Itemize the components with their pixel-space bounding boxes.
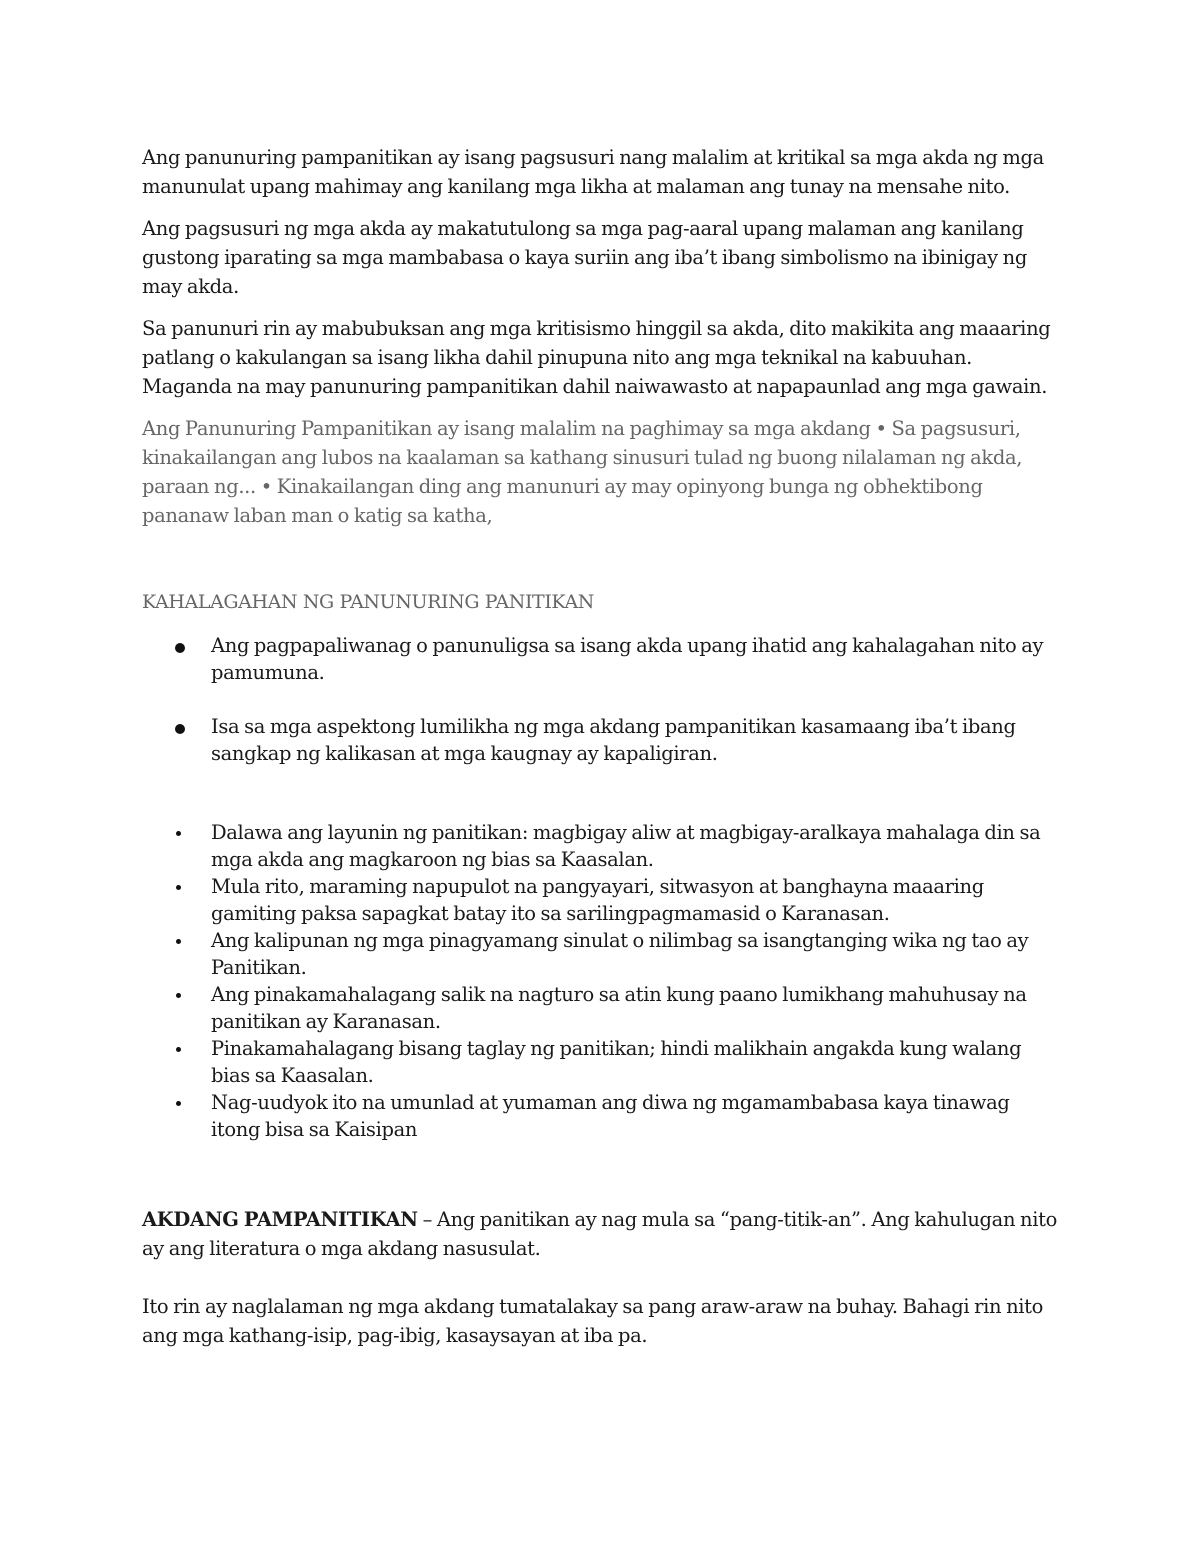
bullet-icon [175,724,185,734]
bullet-icon [176,993,181,998]
list-item [142,819,1062,873]
list-item-text: Mula rito, maraming napupulot na pangyayari, sitwasyon at banghayna maaaring gamiting paksa sapagkat batay ito sa sarilingpagmamasid o Karanasan. [211,875,984,925]
list-item-text: Ang kalipunan ng mga pinagyamang sinulat o nilimbag sa isangtanging wika ng tao ay Panitikan. [211,929,1029,979]
bullet-icon [176,831,181,836]
paragraph-2: Ang pagsusuri ng mga akda ay makatutulong sa mga pag-aaral upang malaman ang kanilang gustong iparating sa mga mambabasa o kaya suriin ang iba’t ibang simbolismo na ibinigay ng may akda. [142,217,1027,298]
paragraph-1: Ang panunuring pampanitikan ay isang pagsusuri nang malalim at kritikal sa mga akda ng mga manunulat upang mahimay ang kanilang mga likha at malaman ang tunay na mensahe nito. [142,146,1044,198]
gray-paragraph: Ang Panunuring Pampanitikan ay isang malalim na paghimay sa mga akdang • Sa pagsusuri, kinakailangan ang lubos na kaalaman sa kathang sinusuri tulad ng buong nilalaman ng akda, paraan ng... • Kinakailangan ding ang manunuri ay may opinyong bunga ng obhektibong pananaw laban man o katig sa katha, [142,417,1023,527]
section-heading: KAHALAGAHAN NG PANUNURING PANITIKAN [142,591,595,613]
akdang-definition: – Ang panitikan ay nag mula sa “pang-titik-an”. Ang kahulugan nito ay ang literatura o mga akdang nasusulat. [142,1208,1057,1260]
list-item [142,713,1062,767]
list-item [142,981,1062,1035]
bullet-icon [176,885,181,890]
bullet-icon [176,939,181,944]
closing-paragraph: Ito rin ay naglalaman ng mga akdang tumatalakay sa pang araw-araw na buhay. Bahagi rin nito ang mga kathang-isip, pag-ibig, kasaysayan at iba pa. [142,1295,1044,1347]
bullet-icon [175,643,185,653]
bullet-icon [176,1101,181,1106]
paragraph-3: Sa panunuri rin ay mabubuksan ang mga kritisismo hinggil sa akda, dito makikita ang maaaring patlang o kakulangan sa isang likha dahil pinupuna nito ang mga teknikal na kabuuhan. Maganda na may panunuring pampanitikan dahil naiwawasto at napapaunlad ang mga gawain. [142,317,1051,398]
list-item [142,927,1062,981]
list-item [142,632,1062,686]
bullet-icon [176,1047,181,1052]
akdang-paragraph [142,1205,1062,1263]
akdang-term: AKDANG PAMPANITIKAN [142,1208,418,1231]
big-bullet-list [142,632,1062,767]
list-item-text: Nag-uudyok ito na umunlad at yumaman ang diwa ng mgamambabasa kaya tinawag itong bisa sa Kaisipan [211,1091,1010,1141]
list-item-text: Dalawa ang layunin ng panitikan: magbigay aliw at magbigay-aralkaya mahalaga din sa mga akda ang magkaroon ng bias sa Kaasalan. [211,821,1041,871]
list-item [142,1035,1062,1089]
list-item-text: Ang pagpapaliwanag o panunuligsa sa isang akda upang ihatid ang kahalagahan nito ay pamumuna. [211,634,1044,684]
document-page [142,143,1062,1363]
list-item-text: Pinakamahalagang bisang taglay ng panitikan; hindi malikhain angakda kung walang bias sa Kaasalan. [211,1037,1022,1087]
list-item [142,1089,1062,1143]
small-bullet-list [142,819,1062,1143]
list-item-text: Ang pinakamahalagang salik na nagturo sa atin kung paano lumikhang mahuhusay na panitikan ay Karanasan. [211,983,1027,1033]
list-item [142,873,1062,927]
list-item-text: Isa sa mga aspektong lumilikha ng mga akdang pampanitikan kasamaang iba’t ibang sangkap ng kalikasan at mga kaugnay ay kapaligiran. [211,715,1016,765]
